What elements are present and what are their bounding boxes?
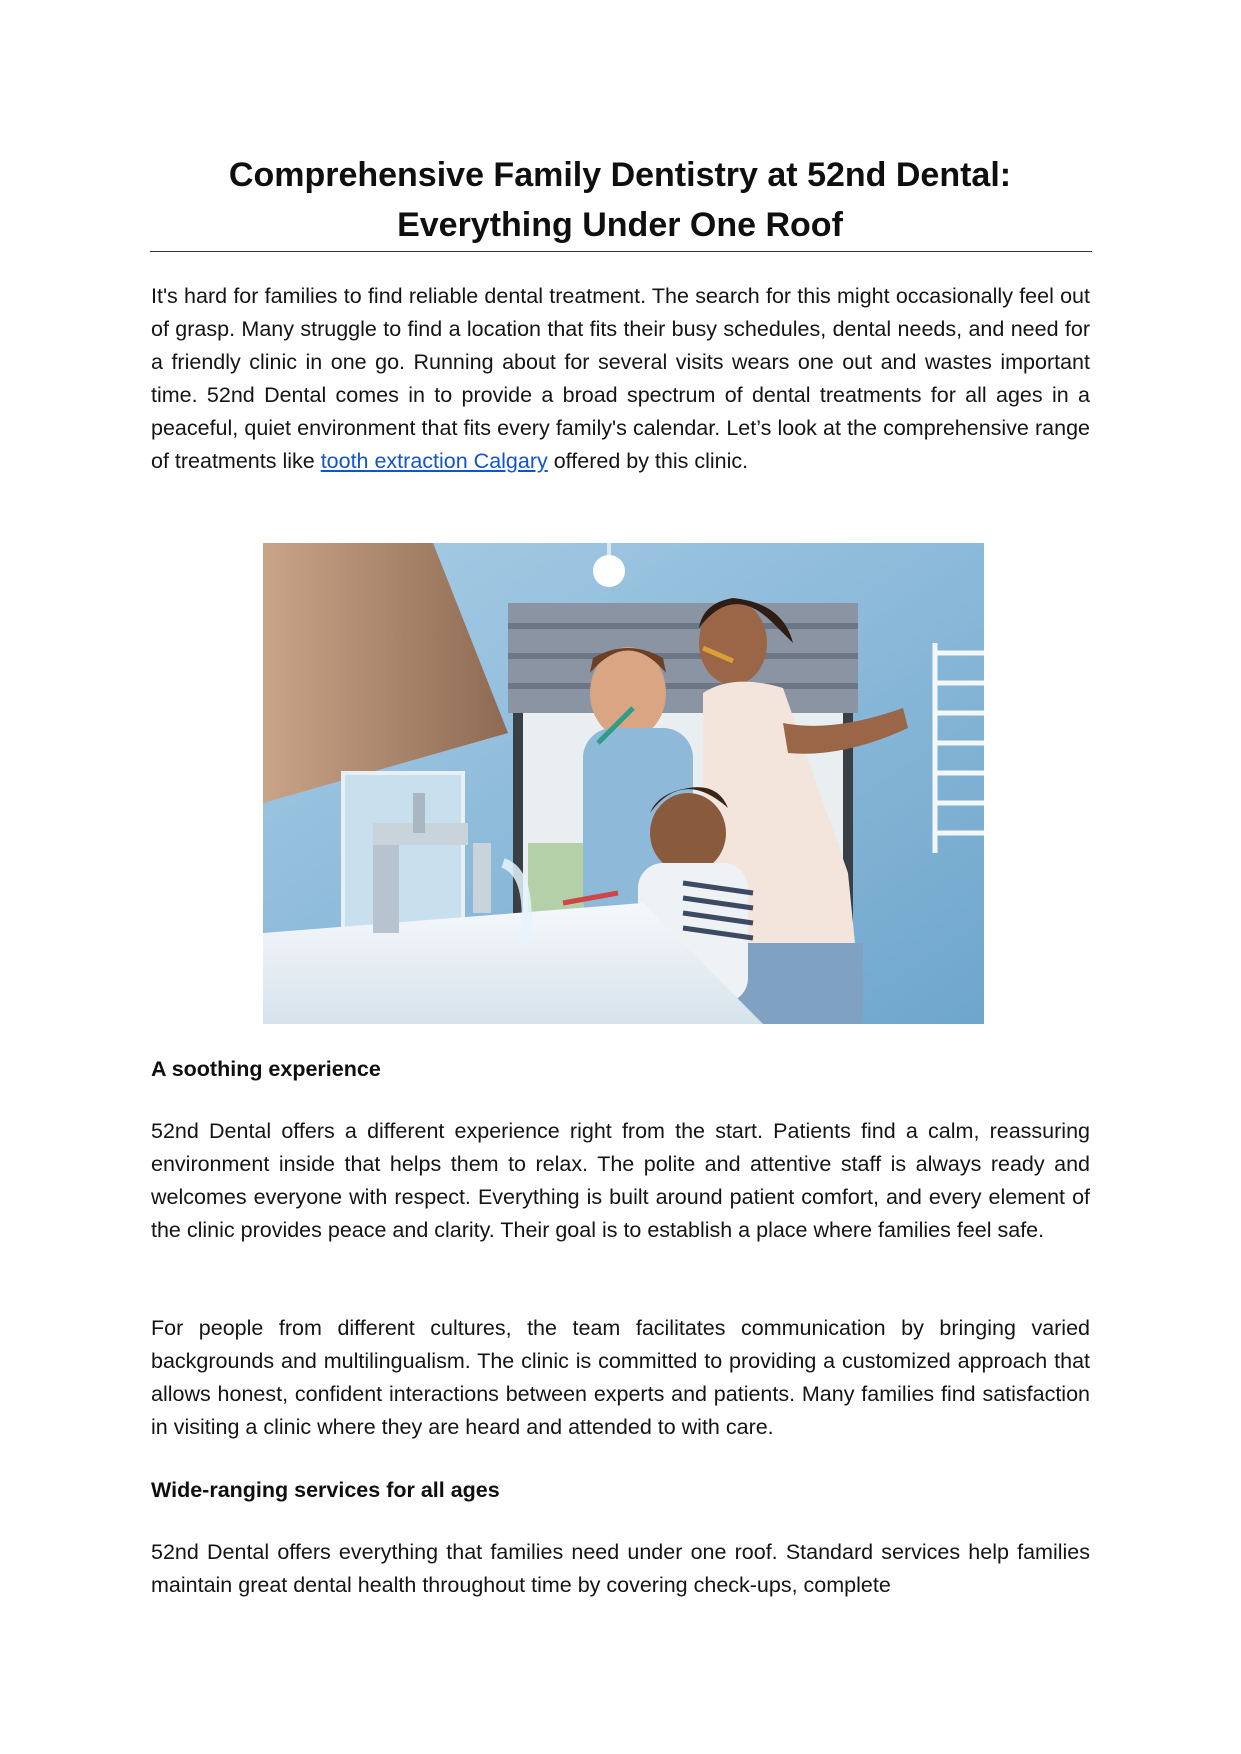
intro-text-after-link: offered by this clinic.: [547, 449, 749, 473]
section-heading-wide-ranging-services: Wide-ranging services for all ages: [151, 1478, 500, 1502]
intro-text-before-link: It's hard for families to find reliable dental treatment. The search for this might occasionally feel out of grasp. Many struggle to find a location that fits their busy schedules, dental needs, and need for a friendly clinic in one go. Running about for several visits wears one out and wastes important time. 52nd Dental comes in to provide a broad spectrum of dental treatments for all ages in a peaceful, quiet environment that fits every family's calendar. Let’s look at the comprehensive range of treatments like: [151, 284, 1090, 473]
tooth-extraction-link[interactable]: tooth extraction Calgary: [320, 449, 548, 473]
soothing-paragraph-2: For people from different cultures, the team facilitates communication by bringing varied backgrounds and multilingualism. The clinic is committed to providing a customized approach that allows honest, confident interactions between experts and patients. Many families find satisfaction in visiting a clinic where they are heard and attended to with care.: [151, 1316, 1090, 1439]
photo-illustration: [263, 543, 984, 1024]
section-heading-soothing-experience: A soothing experience: [151, 1057, 381, 1081]
page-title: Comprehensive Family Dentistry at 52nd Dental: Everything Under One Roof: [228, 156, 1012, 244]
intro-paragraph: [151, 280, 1090, 478]
services-paragraph-1: 52nd Dental offers everything that families need under one roof. Standard services help families maintain great dental health throughout time by covering check-ups, complete: [151, 1540, 1090, 1597]
soothing-paragraph-1: 52nd Dental offers a different experience right from the start. Patients find a calm, reassuring environment inside that helps them to relax. The polite and attentive staff is always ready and welcomes everyone with respect. Everything is built around patient comfort, and every element of the clinic provides peace and clarity. Their goal is to establish a place where families feel safe.: [151, 1119, 1090, 1242]
family-brushing-teeth-photo: [263, 543, 984, 1024]
title-divider: [150, 251, 1092, 252]
